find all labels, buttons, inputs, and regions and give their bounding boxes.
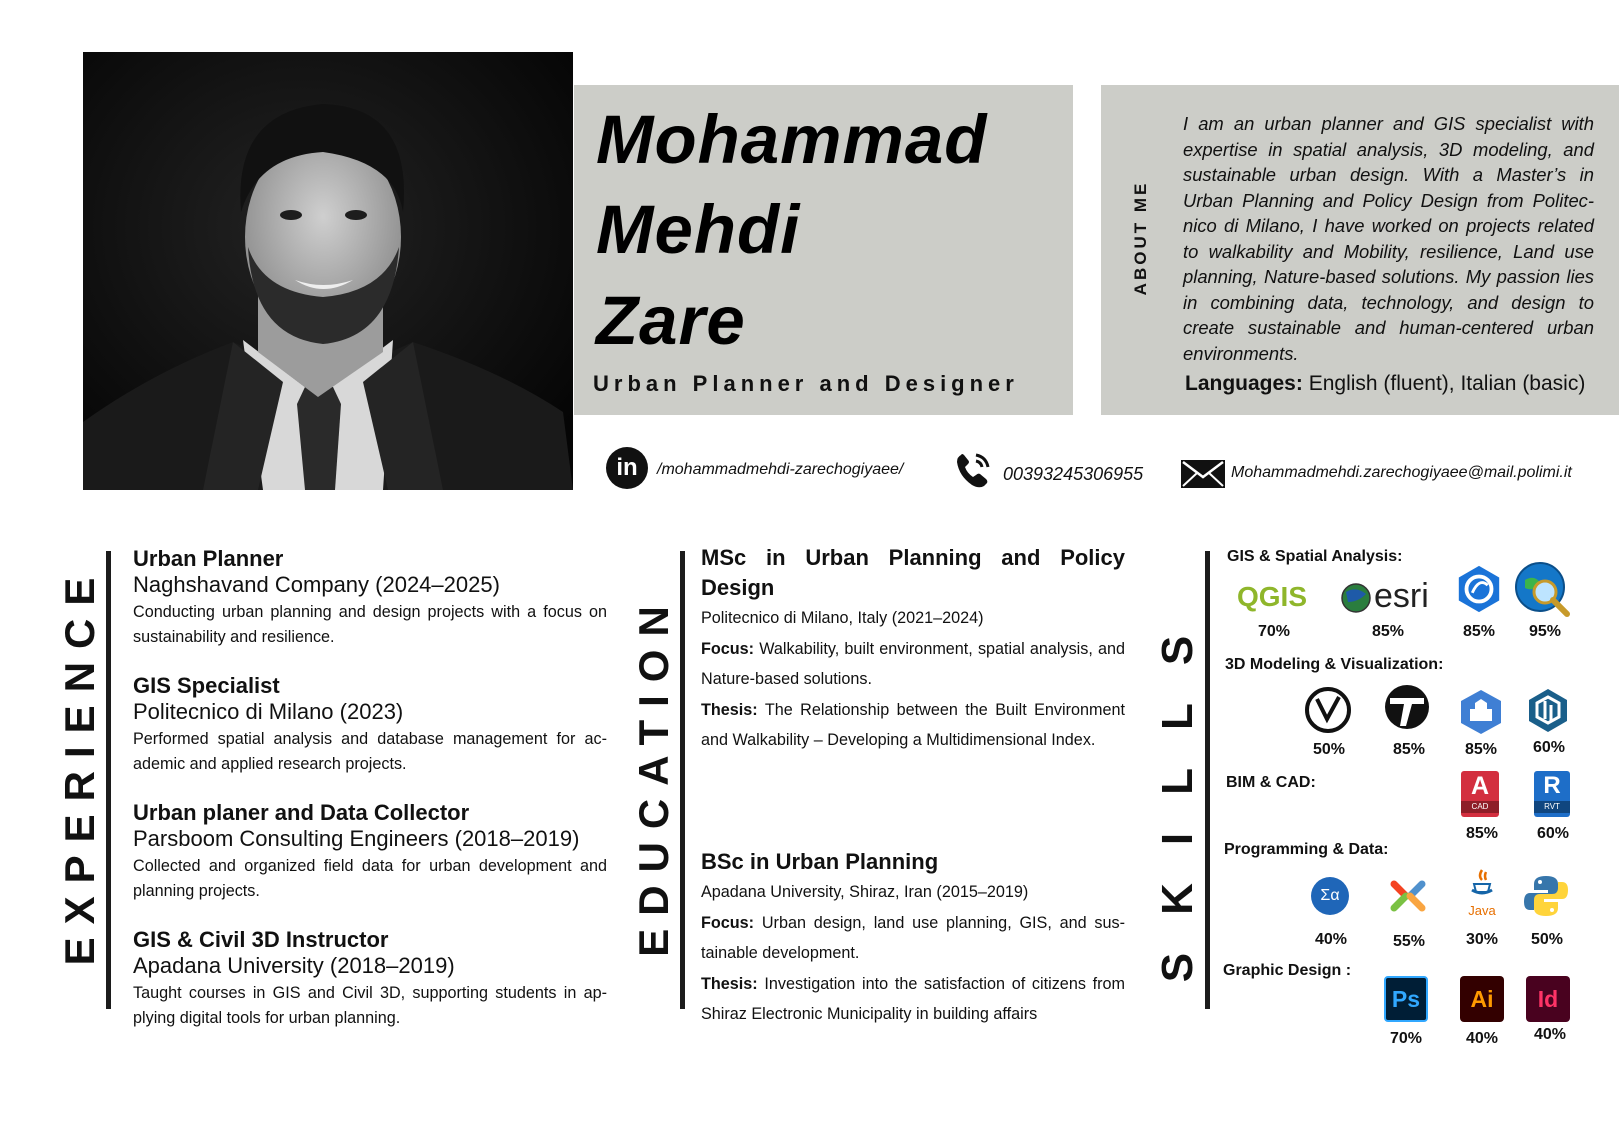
skill-category: Programming & Data: [1224, 841, 1389, 858]
skill-percent: 60% [1532, 739, 1566, 756]
experience-desc: Conducting urban planning and design projects with a focus on sustainability and resilience. [133, 603, 607, 646]
skill-percent: 40% [1465, 1030, 1499, 1047]
experience-role: GIS & Civil 3D Instructor [133, 927, 389, 952]
skill-percent: 30% [1465, 931, 1499, 948]
experience-divider [106, 551, 111, 1009]
joomla-icon [1386, 874, 1430, 918]
education-degree: BSc in Urban Planning [701, 849, 939, 874]
name-middle: Mehdi [596, 191, 801, 268]
about-text: I am an urban planner and GIS specialist with expertise in spatial analysis, 3D modeling, and sustainable urban design. With a Master’s in Urban Planning and Policy Design from Politecnico di Milano, I have worked on projects related to walkability and Mobility, resilience, Land use planning, Nature-based solutions. My passion lies in combining data, technology, and design to create sustainable and human-centered urban environments. [1183, 113, 1594, 364]
experience-item [133, 673, 607, 777]
education-school: Politecnico di Milano, Italy (2021–2024) [701, 609, 984, 627]
job-title: Urban Planner and Designer [593, 371, 1019, 396]
experience-org: Politecnico di Milano (2023) [133, 699, 404, 724]
experience-role: Urban Planner [133, 546, 284, 571]
phone-number[interactable]: 00393245306955 [1003, 464, 1144, 484]
skill-percent: 60% [1536, 825, 1570, 842]
vray-icon [1303, 685, 1353, 735]
education-item [701, 543, 1125, 756]
skill-percent: 95% [1528, 623, 1562, 640]
skill-percent: 40% [1314, 931, 1348, 948]
skill-percent: 50% [1530, 931, 1564, 948]
skill-percent: 85% [1464, 741, 1498, 758]
education-focus: Focus: Urban design, land use planning, GIS, and sustainable development. [701, 913, 1126, 962]
revit-icon: R RVT [1534, 771, 1570, 817]
skill-percent: 55% [1392, 933, 1426, 950]
sketchup-icon [1523, 685, 1573, 735]
portrait-illustration [83, 52, 573, 490]
name-last: Zare [596, 282, 746, 359]
languages [1185, 372, 1585, 396]
sigma-stats-icon: Σα [1311, 877, 1349, 915]
autocad-icon: A CAD [1461, 771, 1499, 817]
education-degree: MSc in Urban Planning and Policy Design [701, 545, 1125, 600]
languages-label: Languages: [1185, 372, 1303, 395]
profile-photo [83, 52, 573, 490]
twinmotion-icon [1382, 682, 1432, 732]
education-thesis: Thesis: Investigation into the satisfaction of citizens from Shiraz Electronic Municipality in building affairs [701, 974, 1125, 1023]
experience-role: Urban planer and Data Collector [133, 800, 470, 825]
linkedin-link[interactable]: /mohammadmehdi-zarechogiyaee/ [657, 461, 904, 478]
skill-category: Graphic Design : [1223, 962, 1352, 979]
email-icon[interactable] [1180, 459, 1226, 489]
arcgis-pro-icon [1454, 564, 1504, 614]
illustrator-icon: Ai [1460, 976, 1504, 1022]
experience-org: Apadana University (2018–2019) [133, 953, 455, 978]
name-first: Mohammad [596, 101, 988, 178]
experience-desc: Performed spatial analysis and database management for academic and applied research projects. [133, 730, 607, 773]
python-icon [1522, 872, 1570, 920]
esri-logo-icon: esri [1340, 572, 1436, 622]
name-panel [574, 85, 1073, 415]
skill-percent: 85% [1392, 741, 1426, 758]
experience-org: Parsboom Consulting Engineers (2018–2019) [133, 826, 580, 851]
education-divider [680, 551, 685, 1009]
education-thesis: Thesis: The Relationship between the Built Environment and Walkability – Developing a Multidimensional Index. [701, 700, 1125, 749]
skill-percent: 85% [1371, 623, 1405, 640]
experience-role: GIS Specialist [133, 673, 280, 698]
skills-divider [1205, 551, 1210, 1009]
about-panel: ABOUT ME I am an urban planner and GIS specialist with expertise in spatial analysis, 3D modeling, and sustainable urban design. With a Master’s in Urban Planning and Policy Design from Politecnico di Milano, I have worked on projects related to walkability and Mobility, resilience, Land use planning, Nature-based solutions. My passion lies in combining data, technology, and design to create sustainable and human-centered urban environments. Languages: English (fluent), Italian (basic) [1101, 85, 1619, 415]
java-icon: Java [1460, 868, 1504, 920]
skill-category: 3D Modeling & Visualization: [1225, 656, 1444, 673]
education-item [701, 847, 1125, 1030]
skill-percent: 70% [1389, 1030, 1423, 1047]
skill-percent: 40% [1533, 1026, 1567, 1043]
experience-item [133, 546, 607, 650]
skill-percent: 50% [1312, 741, 1346, 758]
email-address[interactable]: Mohammadmehdi.zarechogiyaee@mail.polimi.it [1231, 464, 1572, 481]
qgis-logo-icon: QGIS [1236, 581, 1307, 612]
education-school: Apadana University, Shiraz, Iran (2015–2019) [701, 883, 1029, 901]
photoshop-icon: Ps [1384, 976, 1428, 1022]
skill-percent: 70% [1257, 623, 1291, 640]
skill-percent: 85% [1462, 623, 1496, 640]
skill-category: BIM & CAD: [1226, 774, 1316, 791]
experience-item [133, 800, 607, 904]
languages-value: English (fluent), Italian (basic) [1308, 372, 1586, 395]
infraworks-icon [1456, 687, 1506, 737]
linkedin-icon[interactable]: in [606, 447, 648, 489]
experience-desc: Collected and organized field data for urban development and planning projects. [133, 857, 607, 900]
skill-percent: 85% [1465, 825, 1499, 842]
experience-org: Naghshavand Company (2024–2025) [133, 572, 500, 597]
experience-desc: Taught courses in GIS and Civil 3D, supporting students in applying digital tools for urban planning. [133, 984, 607, 1027]
phone-icon[interactable] [952, 449, 994, 491]
education-focus: Focus: Walkability, built environment, spatial analysis, and Nature-based solutions. [701, 639, 1125, 688]
skill-category: GIS & Spatial Analysis: [1227, 548, 1403, 565]
experience-item [133, 927, 607, 1031]
arcmap-globe-icon [1513, 560, 1571, 618]
indesign-icon: Id [1526, 976, 1570, 1022]
